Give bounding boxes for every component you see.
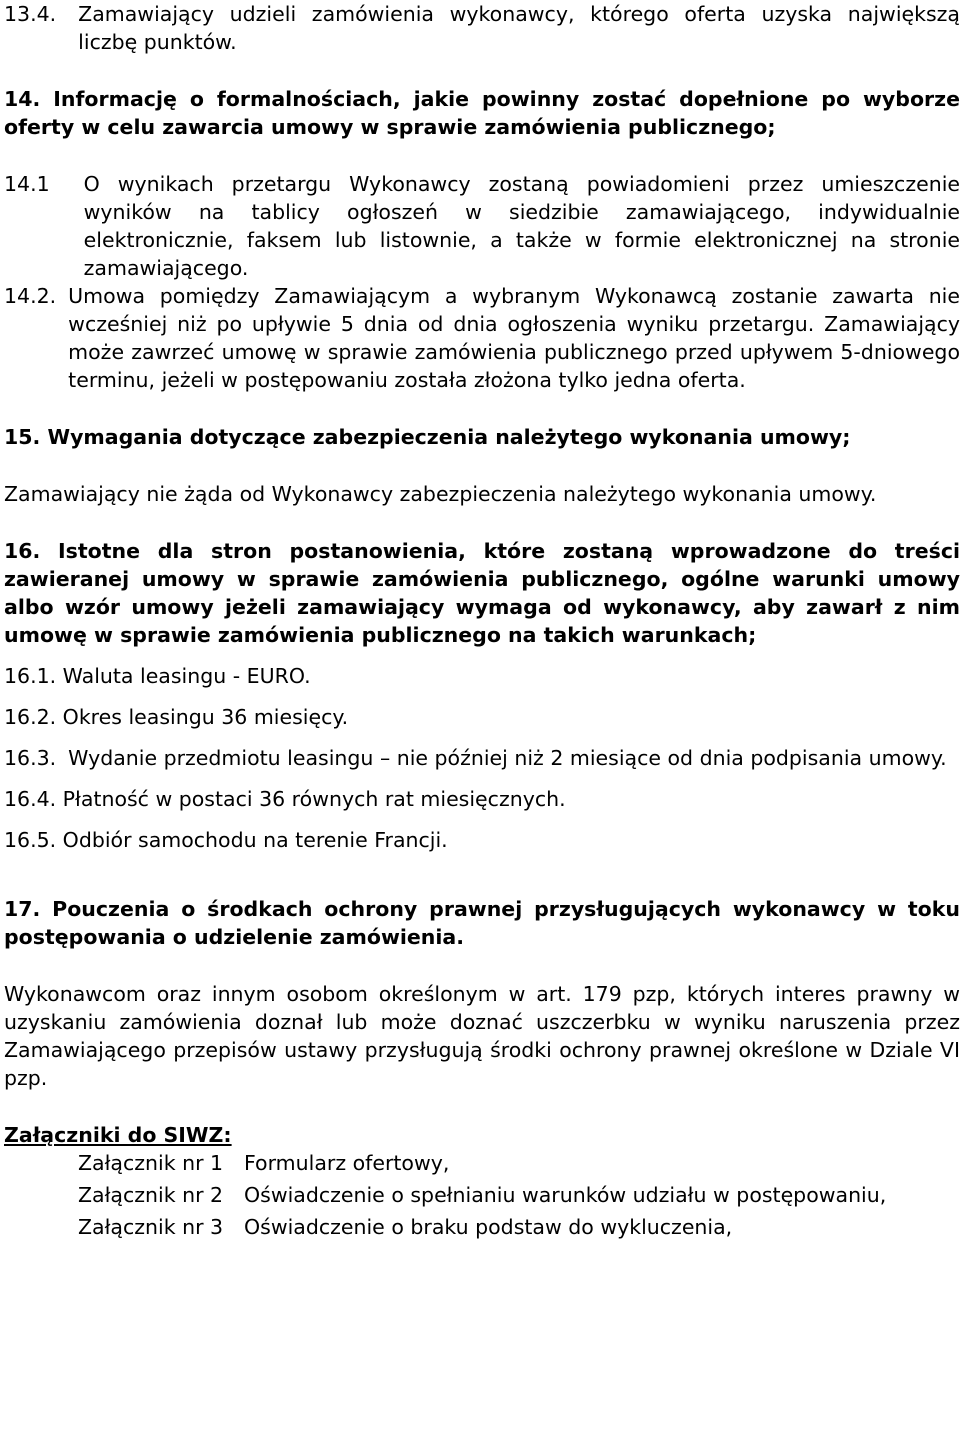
attachment-row: [4, 1149, 960, 1177]
attachment-description: Oświadczenie o braku podstaw do wykluczenia,: [244, 1215, 733, 1239]
paragraph-16-1: 16.1. Waluta leasingu - EURO.: [4, 664, 311, 688]
section-heading-17: 17. Pouczenia o środkach ochrony prawnej przysługujących wykonawcy w toku postępowania o udzielenie zamówienia.: [4, 897, 960, 949]
attachment-row: [4, 1213, 960, 1241]
paragraph-16-3: [4, 744, 960, 772]
paragraph-15: Zamawiający nie żąda od Wykonawcy zabezpieczenia należytego wykonania umowy.: [4, 482, 877, 506]
paragraph-number: 13.4.: [4, 2, 57, 26]
paragraph-text: Umowa pomiędzy Zamawiającym a wybranym Wykonawcą zostanie zawarta nie wcześniej niż po upływie 5 dnia od dnia ogłoszenia wyniku przetargu. Zamawiający może zawrzeć umowę w sprawie zamówienia publicznego przed upływem 5-dniowego terminu, jeżeli w postępowaniu została złożona tylko jedna oferta.: [68, 284, 960, 392]
attachments-heading: Załączniki do SIWZ:: [4, 1123, 232, 1147]
paragraph-16-4: 16.4. Płatność w postaci 36 równych rat miesięcznych.: [4, 787, 566, 811]
paragraph-16-5: 16.5. Odbiór samochodu na terenie Francji.: [4, 828, 448, 852]
paragraph-number: 14.2.: [4, 284, 57, 308]
paragraph-text: Zamawiający udzieli zamówienia wykonawcy, którego oferta uzyska największą liczbę punktów.: [78, 2, 960, 54]
paragraph-number: 16.3.: [4, 746, 57, 770]
section-heading-16: 16. Istotne dla stron postanowienia, które zostaną wprowadzone do treści zawieranej umowy w sprawie zamówienia publicznego, ogólne warunki umowy albo wzór umowy jeżeli zamawiający wymaga od wykonawcy, aby zawarł z nim umowę w sprawie zamówienia publicznego na takich warunkach;: [4, 539, 960, 647]
paragraph-14-2: [4, 282, 960, 394]
attachment-label: Załącznik nr 2: [78, 1183, 224, 1207]
section-heading-14: 14. Informację o formalnościach, jakie powinny zostać dopełnione po wyborze oferty w celu zawarcia umowy w sprawie zamówienia publicznego;: [4, 87, 960, 139]
paragraph-16-2: 16.2. Okres leasingu 36 miesięcy.: [4, 705, 349, 729]
paragraph-text: Wydanie przedmiotu leasingu – nie później niż 2 miesiące od dnia podpisania umowy.: [68, 746, 947, 770]
attachment-label: Załącznik nr 3: [78, 1215, 224, 1239]
document-page: [4, 0, 960, 1241]
attachment-description: Oświadczenie o spełnianiu warunków udziału w postępowaniu,: [244, 1183, 887, 1207]
attachment-label: Załącznik nr 1: [78, 1151, 224, 1175]
paragraph-17: Wykonawcom oraz innym osobom określonym w art. 179 pzp, których interes prawny w uzyskaniu zamówienia doznał lub może doznać uszczerbku w wyniku naruszenia przez Zamawiającego przepisów ustawy przysługują środki ochrony prawnej określone w Dziale VI pzp.: [4, 982, 960, 1090]
paragraph-text: O wynikach przetargu Wykonawcy zostaną powiadomieni przez umieszczenie wyników na tablicy ogłoszeń w siedzibie zamawiającego, indywidualnie elektronicznie, faksem lub listownie, a także w formie elektronicznej na stronie zamawiającego.: [83, 172, 960, 280]
section-heading-15: 15. Wymagania dotyczące zabezpieczenia należytego wykonania umowy;: [4, 425, 851, 449]
paragraph-number: 14.1: [4, 172, 50, 196]
paragraph-14-1: [4, 170, 960, 282]
attachment-description: Formularz ofertowy,: [244, 1151, 450, 1175]
paragraph-13-4: [4, 0, 960, 56]
attachment-row: [4, 1181, 960, 1209]
